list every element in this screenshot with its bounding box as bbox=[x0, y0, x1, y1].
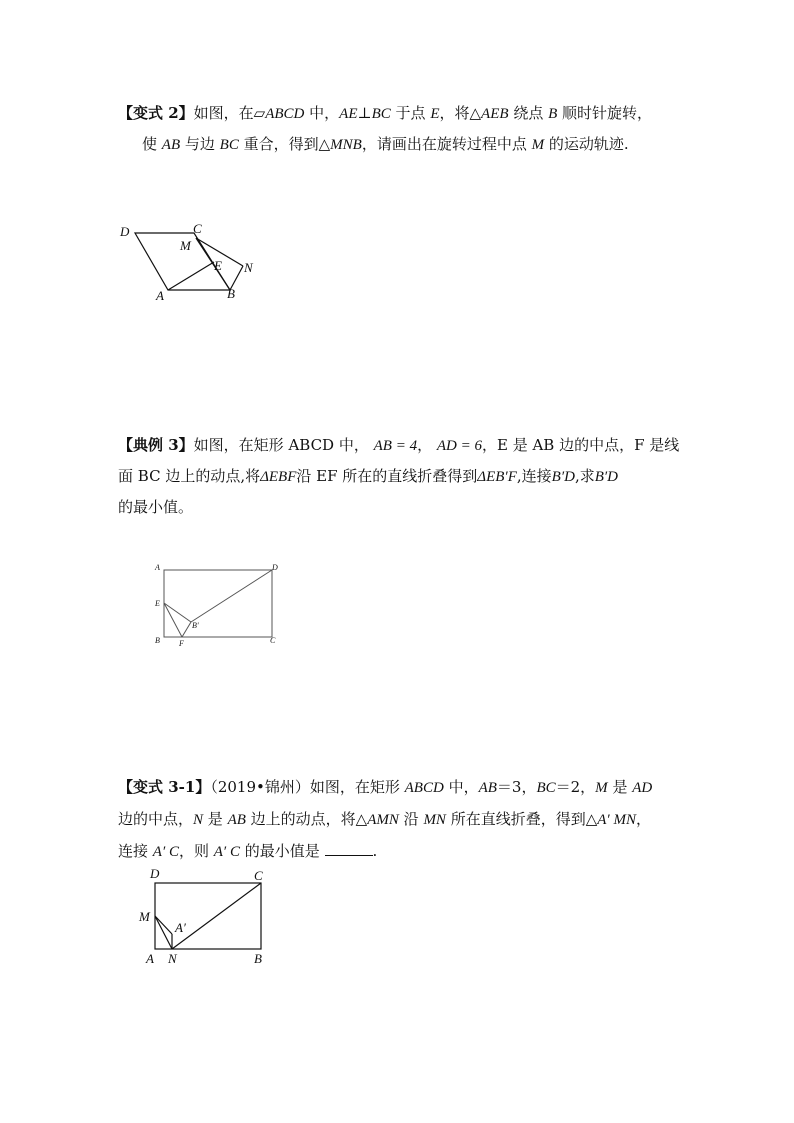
label-n-v3: N bbox=[168, 951, 177, 966]
segment-ae bbox=[168, 262, 214, 290]
label-m: M bbox=[180, 238, 191, 253]
label-a-ex3: A bbox=[155, 563, 160, 572]
label-a-v3: A bbox=[146, 951, 154, 966]
label-n: N bbox=[244, 260, 253, 275]
label-a: A bbox=[156, 288, 164, 303]
label-c-ex3: C bbox=[270, 636, 276, 645]
segment-mn-v3 bbox=[155, 916, 172, 949]
segment-eb-prime bbox=[164, 603, 191, 622]
variant3-1-line2: 边的中点，N 是 AB 边上的动点，将△AMN 沿 MN 所在直线折叠，得到△A′ MN， bbox=[118, 810, 651, 828]
variant2-tag: 【变式 2】 bbox=[118, 104, 194, 122]
example3-line2: 面 BC 边上的动点,将ΔEBF沿 EF 所在的直线折叠得到ΔEB′F,连接B′D,求B′D bbox=[118, 467, 618, 485]
segment-b-prime-d bbox=[191, 570, 272, 622]
variant3-1-line3: 连接 A′ C，则 A′ C 的最小值是 . bbox=[118, 842, 378, 860]
label-b-ex3: B bbox=[155, 636, 160, 645]
label-b-v3: B bbox=[254, 951, 262, 966]
label-e: E bbox=[214, 258, 222, 273]
label-e-ex3: E bbox=[155, 599, 160, 608]
label-m-v3: M bbox=[139, 909, 150, 924]
segment-ef bbox=[164, 603, 182, 637]
label-d-ex3: D bbox=[272, 563, 278, 572]
example3-line1: 【典例 3】如图，在矩形 ABCD 中， AB = 4， AD = 6，E 是 AB 边的中点，F 是线 bbox=[118, 436, 680, 454]
label-d: D bbox=[120, 224, 130, 239]
segment-mb bbox=[196, 238, 230, 290]
variant2-line2: 使 AB 与边 BC 重合，得到△MNB，请画出在旋转过程中点 M 的运动轨迹. bbox=[142, 135, 629, 153]
example3-tag: 【典例 3】 bbox=[118, 436, 194, 454]
variant3-1-tag: 【变式 3-1】 bbox=[118, 778, 211, 796]
label-d-v3: D bbox=[150, 866, 160, 881]
segment-fb-prime bbox=[182, 622, 191, 637]
label-a-prime-v3: A′ bbox=[175, 920, 186, 935]
label-f-ex3: F bbox=[179, 639, 184, 648]
variant3-1-line1: 【变式 3-1】（2019•锦州）如图，在矩形 ABCD 中，AB＝3，BC＝2，M 是 AD bbox=[118, 778, 653, 796]
segment-n-c bbox=[172, 883, 261, 949]
answer-blank bbox=[325, 841, 373, 856]
label-b-prime-ex3: B' bbox=[192, 621, 199, 630]
example3-line3: 的最小值。 bbox=[118, 498, 194, 516]
label-b: B bbox=[227, 286, 235, 301]
rectangle-abcd-variant3 bbox=[155, 883, 261, 949]
label-c-v3: C bbox=[254, 868, 263, 883]
variant2-line1: 【变式 2】如图，在▱ABCD 中，AE⊥BC 于点 E，将△AEB 绕点 B 顺时针旋转， bbox=[118, 104, 653, 122]
label-c: C bbox=[193, 221, 202, 236]
